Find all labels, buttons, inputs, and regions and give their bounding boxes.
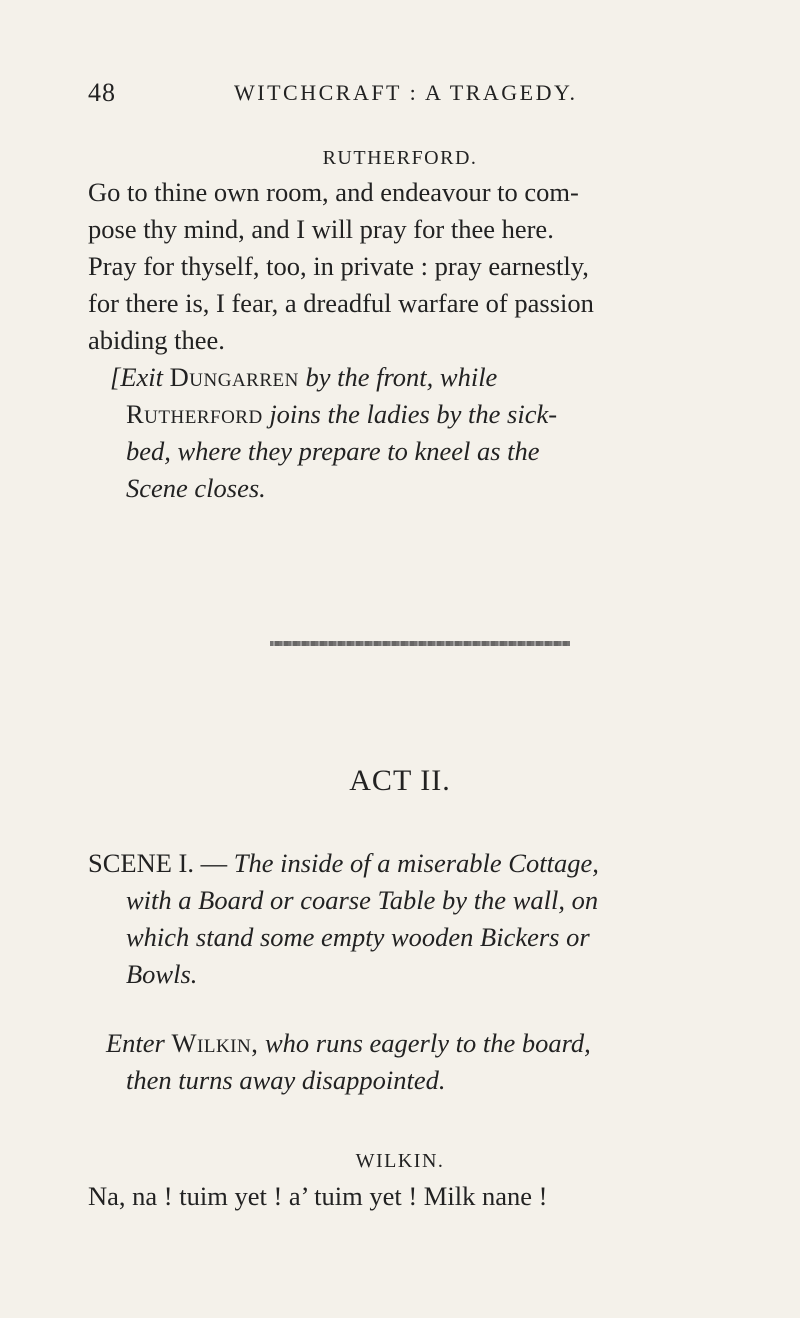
scene-line: Bowls. xyxy=(126,959,198,989)
character-name: Dungarren xyxy=(169,362,299,392)
character-name: Rutherford xyxy=(126,399,263,429)
act-title: ACT II. xyxy=(349,764,451,797)
direction-text: joins the ladies by the sick- xyxy=(269,399,558,429)
section-divider xyxy=(270,641,570,646)
speaker-wilkin: WILKIN. xyxy=(355,1150,445,1172)
running-head xyxy=(88,78,740,114)
speech-line: Na, na ! tuim yet ! a’ tuim yet ! Milk nane ! xyxy=(88,1181,548,1211)
direction-text: by the front, while xyxy=(305,362,498,392)
speech-line: Pray for thyself, too, in private : pray earnestly, xyxy=(88,251,589,281)
scene-label: SCENE I. — xyxy=(88,848,228,878)
stage-direction-line: then turns away disappointed. xyxy=(126,1065,446,1095)
exit-word: Exit xyxy=(120,362,164,392)
page-number: 48 xyxy=(88,78,116,107)
stage-direction-enter xyxy=(88,1025,750,1099)
stage-direction-line: bed, where they prepare to kneel as the xyxy=(126,436,540,466)
scene-heading xyxy=(88,845,750,993)
stage-direction-line xyxy=(88,396,750,433)
stage-direction-line xyxy=(88,1025,750,1062)
running-title: WITCHCRAFT : A TRAGEDY. xyxy=(234,80,578,105)
stage-direction-line: Scene closes. xyxy=(126,473,266,503)
rutherford-speech xyxy=(88,174,750,359)
scene-line xyxy=(88,845,750,882)
direction-text: who runs eagerly to the board, xyxy=(264,1028,591,1058)
scene-description: The inside of a miserable Cottage, xyxy=(233,848,599,878)
speech-line: pose thy mind, and I will pray for thee here. xyxy=(88,214,554,244)
wilkin-speech xyxy=(88,1178,750,1215)
stage-direction-line xyxy=(88,359,750,396)
enter-word: Enter xyxy=(106,1028,165,1058)
speech-line: Go to thine own room, and endeavour to com- xyxy=(88,177,579,207)
speech-line: abiding thee. xyxy=(88,325,225,355)
speaker-rutherford: RUTHERFORD. xyxy=(322,147,478,169)
character-name: Wilkin, xyxy=(171,1028,259,1058)
stage-direction-exit xyxy=(88,359,750,507)
scene-line: which stand some empty wooden Bickers or xyxy=(126,922,590,952)
bracket: [ xyxy=(110,362,121,392)
speech-line: for there is, I fear, a dreadful warfare of passion xyxy=(88,288,594,318)
scene-line: with a Board or coarse Table by the wall, on xyxy=(126,885,599,915)
